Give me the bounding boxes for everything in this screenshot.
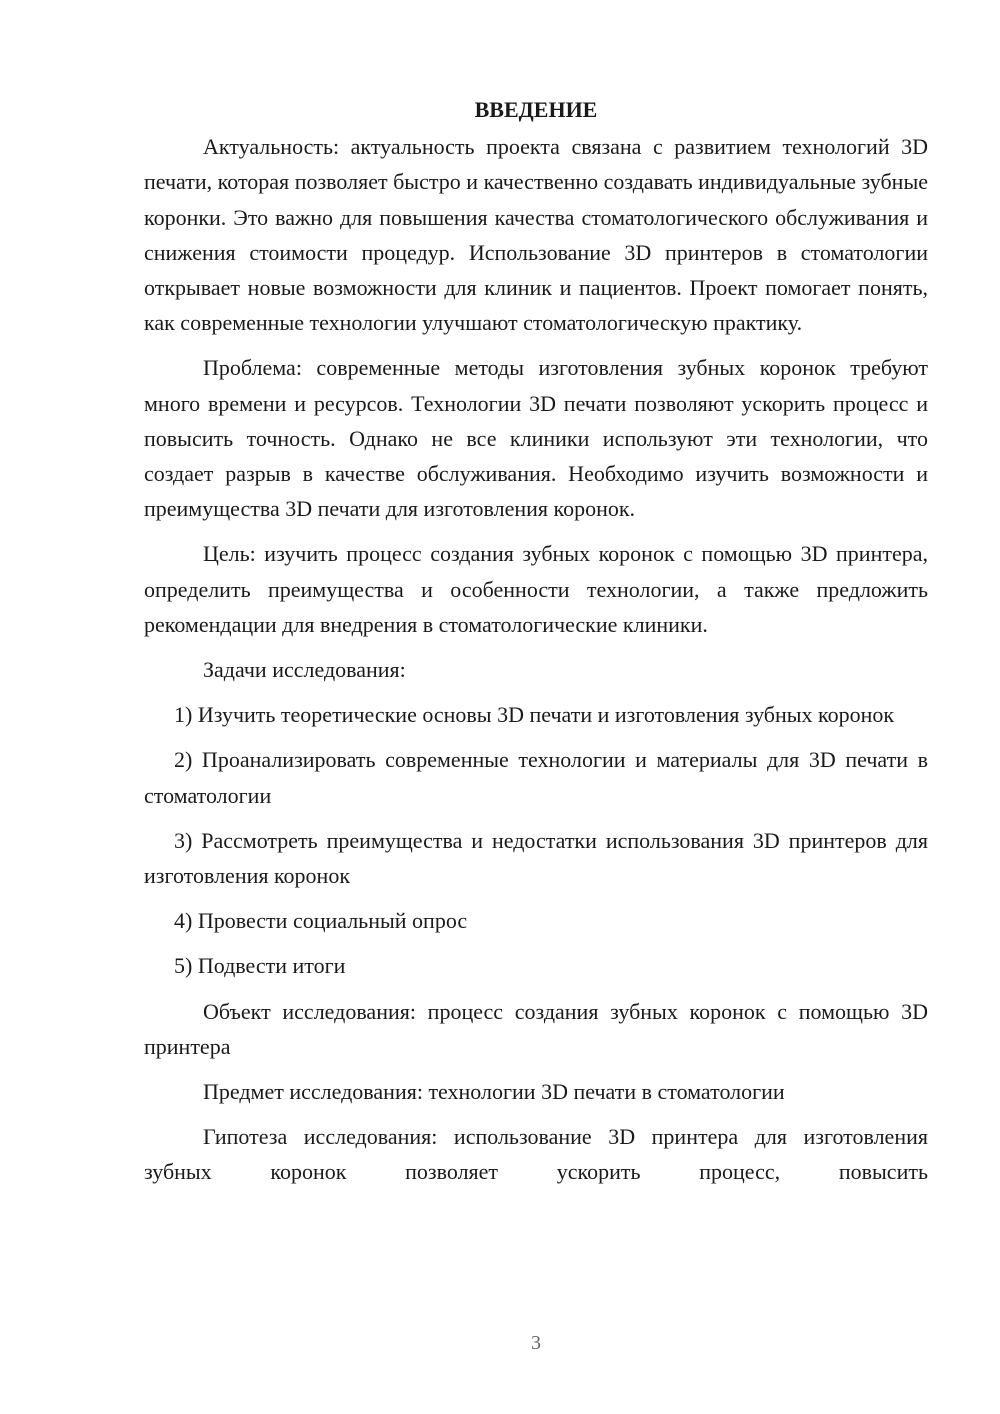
page-number-text: 3 <box>531 1332 541 1354</box>
goal-paragraph: Цель: изучить процесс создания зубных коронок с помощью 3D принтера, определить преимущества и особенности технологии, а также предложить рекомендации для внедрения в стоматологические клиники. <box>144 541 928 637</box>
task-item-2: 2) Проанализировать современные технологии и материалы для 3D печати в стоматологии <box>144 747 928 808</box>
task-item-1: 1) Изучить теоретические основы 3D печати и изготовления зубных коронок <box>174 702 895 728</box>
task-item-5: 5) Подвести итоги <box>174 953 346 979</box>
page-content <box>144 92 928 1200</box>
object-paragraph: Объект исследования: процесс создания зубных коронок с помощью 3D принтера <box>144 998 928 1059</box>
tasks-title: Задачи исследования: <box>203 657 406 683</box>
page-number <box>0 1332 1000 1355</box>
task-item-4: 4) Провести социальный опрос <box>174 908 468 934</box>
task-item-3: 3) Рассмотреть преимущества и недостатки использования 3D принтеров для изготовления коронок <box>144 827 928 889</box>
problem-paragraph: Проблема: современные методы изготовления зубных коронок требуют много времени и ресурсов. Технологии 3D печати позволяют ускорить процесс и повысить точность. Однако не все клиники используют эти технологии, что создает разрыв в качестве обслуживания. Необходимо изучить возможности и преимущества 3D печати для изготовления коронок. <box>144 355 928 522</box>
relevance-paragraph: Актуальность: актуальность проекта связана с развитием технологий 3D печати, которая позволяет быстро и качественно создавать индивидуальные зубные коронки. Это важно для повышения качества стоматологического обслуживания и снижения стоимости процедур. Использование 3D принтеров в стоматологии открывает новые возможности для клиник и пациентов. Проект помогает понять, как современные технологии улучшают стоматологическую практику. <box>144 134 928 336</box>
hypothesis-paragraph: Гипотеза исследования: использование 3D принтера для изготовления зубных коронок позволяет ускорить процесс, повысить <box>144 1124 928 1185</box>
section-heading: ВВЕДЕНИЕ <box>474 97 598 122</box>
subject-paragraph: Предмет исследования: технологии 3D печати в стоматологии <box>203 1079 785 1105</box>
